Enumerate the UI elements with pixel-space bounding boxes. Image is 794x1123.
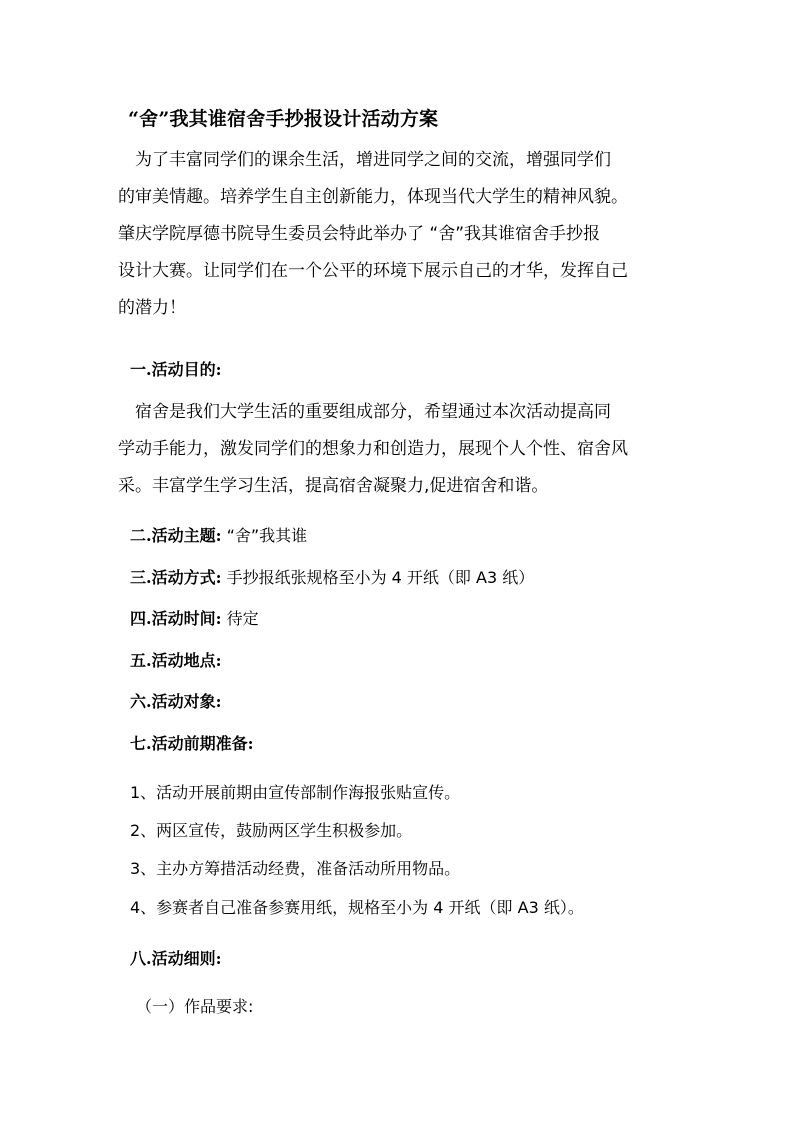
preparation-item: 3、主办方筹措活动经费，准备活动所用物品。 — [130, 859, 461, 878]
section-8-heading — [130, 946, 221, 969]
preparation-item: 4、参赛者自己准备参赛用纸，规格至小为 4 开纸（即 A3 纸）。 — [130, 898, 584, 917]
purpose-line: 采。丰富学生学习生活，提高宿舍凝聚力,促进宿舍和谐。 — [118, 476, 549, 496]
section-heading-label: 三.活动方式: — [130, 568, 222, 587]
subsection-heading: （一）作品要求: — [136, 997, 254, 1016]
intro-line: 肇庆学院厚德书院导生委员会特此举办了 “舍”我其谁宿舍手抄报 — [118, 224, 601, 244]
section-heading-label: 六.活动对象: — [130, 692, 222, 711]
section-heading-value: 手抄报纸张规格至小为 4 开纸（即 A3 纸） — [226, 568, 535, 587]
section-6-heading — [130, 689, 221, 712]
section-heading-label: 五.活动地点: — [130, 651, 222, 670]
section-7-heading — [130, 731, 253, 754]
purpose-paragraph — [118, 394, 678, 505]
section-heading-label: 一.活动目的: — [130, 360, 222, 379]
intro-line: 的潜力！ — [118, 298, 186, 318]
section-heading-label: 七.活动前期准备: — [130, 734, 254, 753]
section-heading-label: 四.活动时间: — [130, 609, 222, 628]
preparation-item: 2、两区宣传，鼓励两区学生积极参加。 — [130, 821, 413, 840]
intro-line: 设计大赛。让同学们在一个公平的环境下展示自己的才华，发挥自己 — [118, 261, 628, 281]
section-4-heading — [130, 606, 259, 629]
document-title: “舍”我其谁宿舍手抄报设计活动方案 — [128, 108, 439, 130]
section-heading-label: 八.活动细则: — [130, 949, 222, 968]
intro-line: 的审美情趣。培养学生自主创新能力，体现当代大学生的精神风貌。 — [118, 187, 628, 207]
preparation-item: 1、活动开展前期由宣传部制作海报张贴宣传。 — [130, 783, 461, 802]
section-2-heading — [130, 523, 307, 546]
section-heading-value: 待定 — [226, 609, 259, 628]
purpose-line: 学动手能力，激发同学们的想象力和创造力，展现个人个性、宿舍风 — [118, 439, 628, 459]
section-3-heading — [130, 565, 534, 588]
section-1-heading — [130, 357, 221, 380]
section-heading-label: 二.活动主题: — [130, 526, 222, 545]
intro-line: 为了丰富同学们的课余生活，增进同学之间的交流，增强同学们 — [118, 150, 611, 170]
intro-paragraph — [118, 142, 678, 327]
section-heading-value: “舍”我其谁 — [226, 526, 308, 545]
purpose-line: 宿舍是我们大学生活的重要组成部分，希望通过本次活动提高同 — [118, 402, 611, 422]
section-5-heading — [130, 648, 221, 671]
